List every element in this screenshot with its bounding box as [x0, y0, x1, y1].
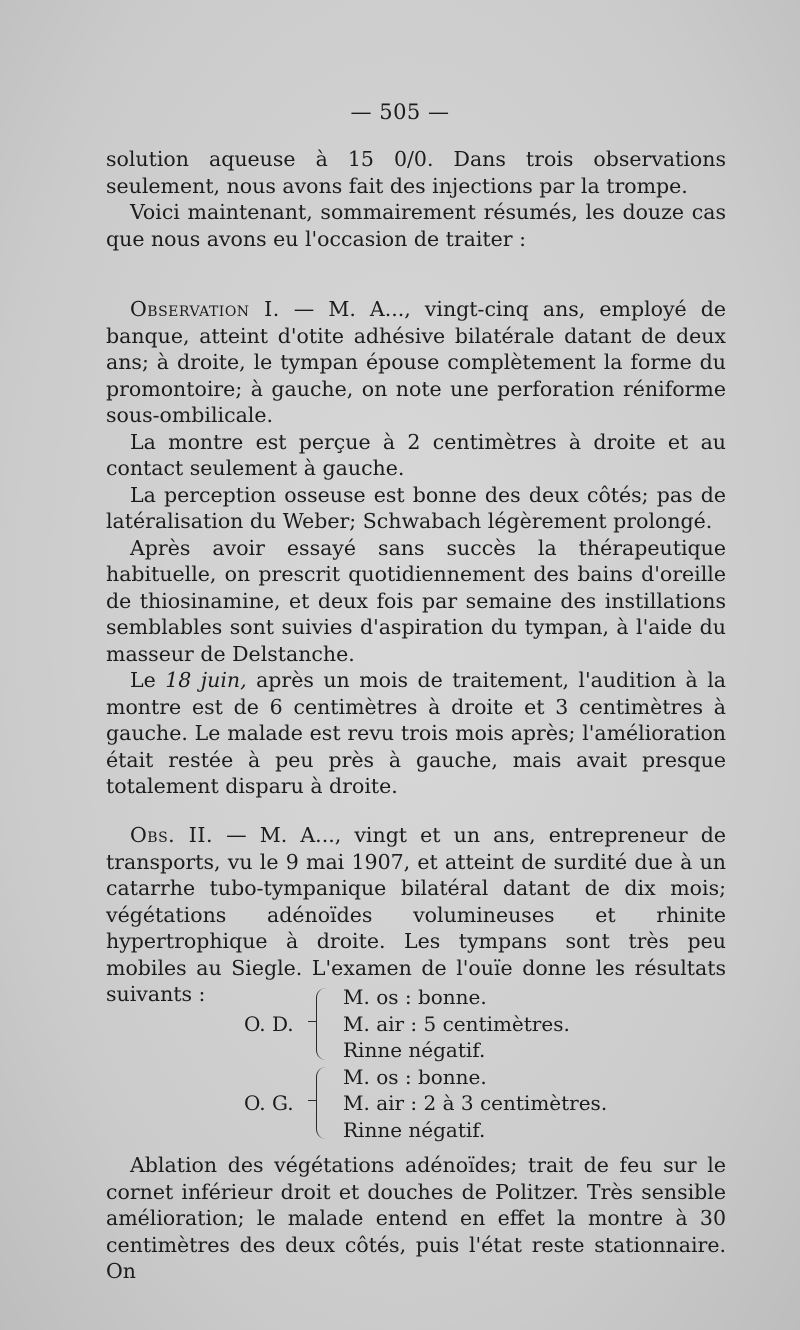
observation-1: [106, 296, 726, 800]
observation-2-continued: [106, 1152, 726, 1285]
obs1-p5-date: 18 juin,: [165, 668, 247, 692]
results-left-ear: [244, 1064, 607, 1144]
obs1-paragraph-1-text: — M. A..., vingt-cinq ans, employé de banque, atteint d'otite adhésive bilatérale datant de deux ans; à droite, le tympan épouse complètement la forme du promontoire; à gauche, on note une perforation réniforme sous-ombilicale.: [106, 297, 726, 427]
hearing-results: [244, 984, 607, 1143]
result-line: Rinne négatif.: [343, 1038, 486, 1062]
results-label: O. G.: [244, 1091, 294, 1115]
obs1-heading: Observation I.: [130, 297, 280, 321]
obs2-paragraph-1: [106, 822, 726, 1008]
intro-paragraph-2: Voici maintenant, sommairement résumés, les douze cas que nous avons eu l'occasion de traiter :: [106, 200, 726, 251]
page-number: — 505 —: [350, 100, 450, 124]
result-line: Rinne négatif.: [343, 1117, 486, 1142]
brace-icon: [316, 988, 329, 1060]
obs1-paragraph-4: Après avoir essayé sans succès la thérapeutique habituelle, on prescrit quotidiennement des bains d'oreille de thiosinamine, et deux fois par semaine des instillations semblables sont suivies d'aspiration du tympan, à l'aide du masseur de Delstanche.: [106, 535, 726, 666]
result-line: M. os : bonne.: [343, 1064, 487, 1089]
obs1-paragraph-1: [106, 296, 726, 429]
obs1-paragraph-5: [106, 667, 726, 800]
intro-paragraph-1: solution aqueuse à 15 0/0. Dans trois observations seulement, nous avons fait des injections par la trompe.: [106, 147, 726, 198]
result-line: M. air : 5 centimètres.: [343, 1011, 570, 1036]
obs2-paragraph-2: Ablation des végétations adénoïdes; trait de feu sur le cornet inférieur droit et douches de Politzer. Très sensible amélioration; le malade entend en effet la montre à 30 centimètres des deux côtés, puis l'état reste stationnaire. On: [106, 1153, 726, 1283]
obs1-p5-text: après un mois de traitement, l'audition à la montre est de 6 centimètres à droite et 3 centimètres à gauche. Le malade est revu trois mois après; l'amélioration était restée à peu près à gauche, mais avait presque totalement disparu à droite.: [106, 668, 727, 798]
brace-icon: [316, 1067, 329, 1139]
results-label: O. D.: [244, 1011, 294, 1036]
obs2-paragraph-1-text: — M. A..., vingt et un ans, entrepreneur de transports, vu le 9 mai 1907, et atteint de surdité due à un catarrhe tubo-tympanique bilatéral datant de dix mois; végétations adénoïdes volumineuses et rhinite hypertrophique à droite. Les tympans sont très peu mobiles au Siegle. L'examen de l'ouïe donne les résultats suivants :: [106, 823, 726, 1006]
obs2-heading: Obs. II.: [130, 823, 214, 847]
result-line: M. air : 2 à 3 centimètres.: [343, 1091, 608, 1115]
intro-section: [106, 146, 726, 252]
obs1-paragraph-3: La perception osseuse est bonne des deux côtés; pas de latéralisation du Weber; Schwabach légèrement prolongé.: [106, 482, 726, 533]
results-right-ear: [244, 984, 607, 1064]
obs1-p5-start: Le: [130, 668, 166, 692]
observation-2: [106, 822, 726, 1008]
obs1-paragraph-2: La montre est perçue à 2 centimètres à droite et au contact seulement à gauche.: [106, 429, 726, 480]
result-line: M. os : bonne.: [343, 985, 487, 1009]
